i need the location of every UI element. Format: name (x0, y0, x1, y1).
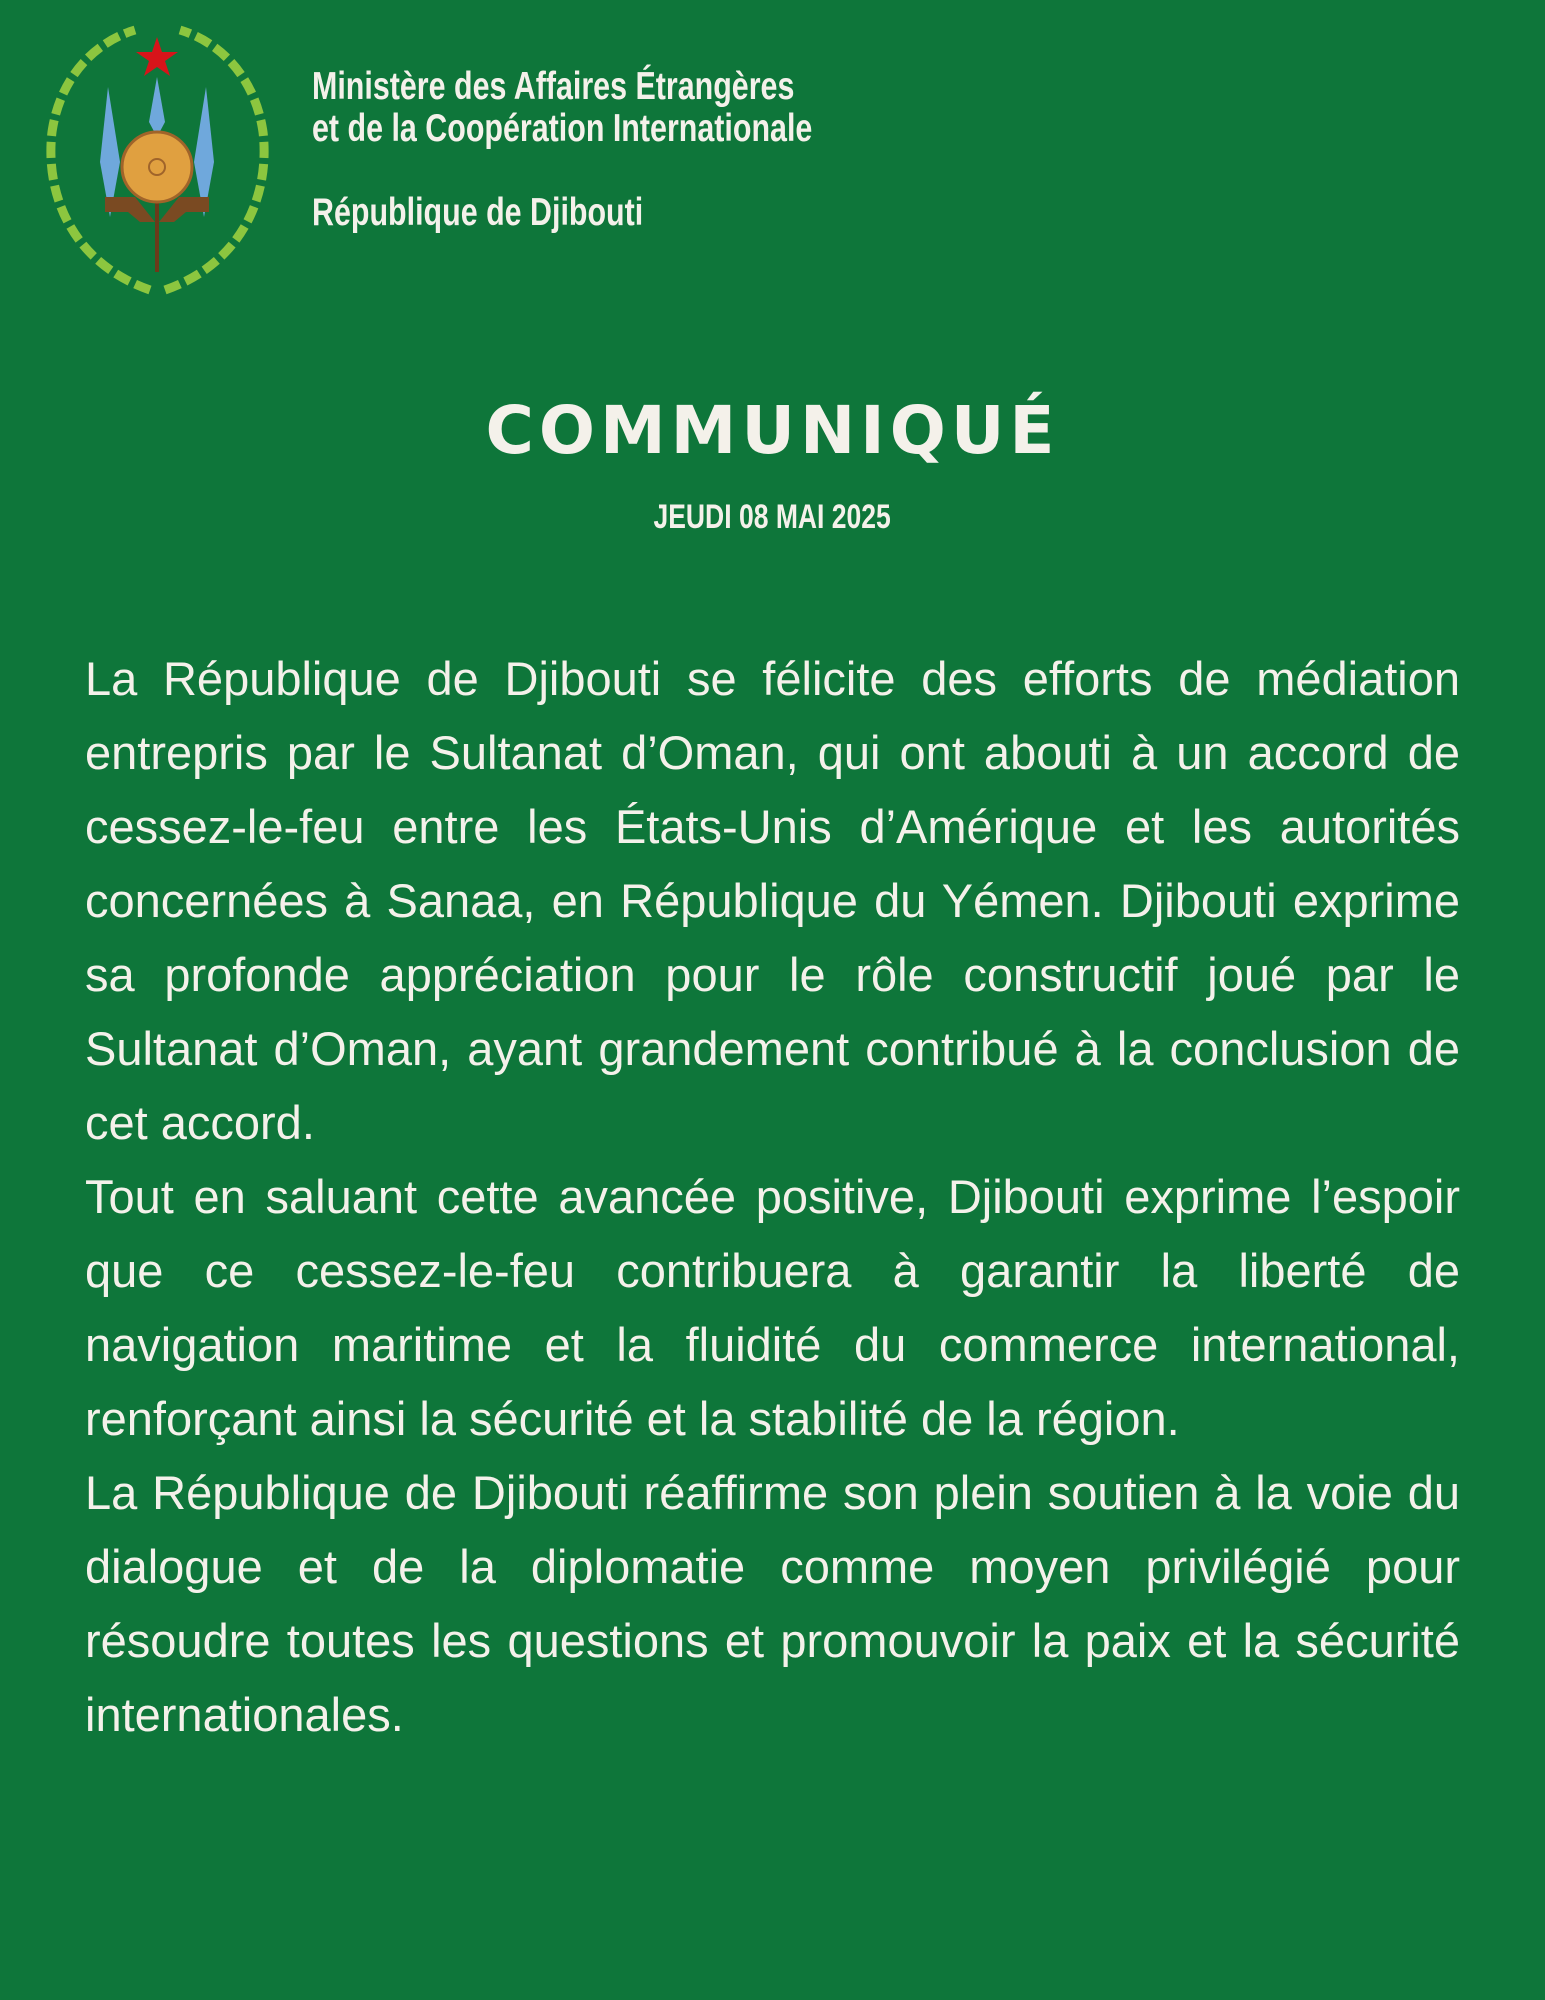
ministry-name (312, 66, 812, 150)
communique-body (85, 642, 1460, 1752)
ministry-line-1: Ministère des Affaires Étrangères (312, 65, 795, 108)
paragraph-1: La République de Djibouti se félicite des efforts de médiation entrepris par le Sultanat d’Oman, qui ont abouti à un accord de cessez-le-feu entre les États-Unis d’Amérique et les autorités concernées à Sanaa, en République du Yémen. Djibouti exprime sa profonde appréciation pour le rôle constructif joué par le Sultanat d’Oman, ayant grandement contribué à la conclusion de cet accord. (85, 652, 1460, 1149)
communique-date (0, 498, 1545, 537)
date-text: JEUDI 08 MAI 2025 (653, 498, 892, 536)
coat-of-arms-emblem (40, 22, 275, 297)
country-name: République de Djibouti (312, 191, 644, 234)
page-title: COMMUNIQUÉ (485, 392, 1060, 469)
paragraph-2: Tout en saluant cette avancée positive, Djibouti exprime l’espoir que ce cessez-le-feu contribuera à garantir la liberté de navigation maritime et la fluidité du commerce international, renforçant ainsi la sécurité et la stabilité de la région. (85, 1170, 1460, 1445)
paragraph-3: La République de Djibouti réaffirme son plein soutien à la voie du dialogue et de la diplomatie comme moyen privilégié pour résoudre toutes les questions et promouvoir la paix et la sécurité internationales. (85, 1466, 1460, 1741)
ministry-line-2: et de la Coopération Internationale (312, 107, 813, 150)
